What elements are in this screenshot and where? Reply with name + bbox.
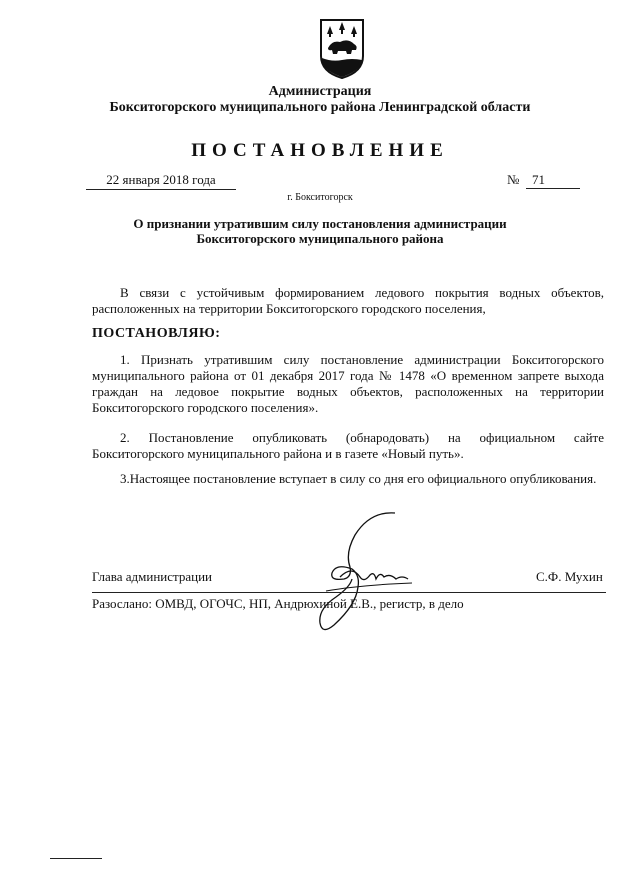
document-city: г. Бокситогорск xyxy=(287,192,353,203)
handwritten-signature-icon xyxy=(300,505,420,640)
decree-item: 1. Признать утратившим силу постановление администрации Бокситогорского муниципального района от 01 декабря 2017 года № 1478 «О временном запрете выхода граждан на ледовое покрытие водных объектов, расположенных на территории Бокситогорского городского поселения». xyxy=(92,352,604,415)
subject-line-2: Бокситогорского муниципального района xyxy=(196,231,444,246)
organization-district: Бокситогорского муниципального района Ленинградской области xyxy=(109,100,531,115)
document-type-title: ПОСТАНОВЛЕНИЕ xyxy=(191,140,449,161)
number-label: № xyxy=(507,172,520,187)
footnote-divider xyxy=(50,858,102,859)
decree-item: 2. Постановление опубликовать (обнародовать) на официальном сайте Бокситогорского муниципального района и в газете «Новый путь». xyxy=(92,430,604,461)
document-date: 22 января 2018 года xyxy=(86,172,236,190)
coat-of-arms-icon xyxy=(318,18,366,80)
distribution-list: Разослано: ОМВД, ОГОЧС, НП, Андрюхиной Е.В., регистр, в дело xyxy=(92,596,464,611)
signatory-title: Глава администрации xyxy=(92,569,213,584)
decree-label: ПОСТАНОВЛЯЮ: xyxy=(92,326,221,341)
decree-item: 3.Настоящее постановление вступает в силу со дня его официального опубликования. xyxy=(120,471,597,486)
document-number: 71 xyxy=(526,172,580,189)
organization-name: Администрация xyxy=(268,84,372,99)
intro-paragraph: В связи с устойчивым формированием ледового покрытия водных объектов, расположенных на территории Бокситогорского городского поселения, xyxy=(92,285,604,316)
distribution-divider xyxy=(92,592,606,593)
subject-line-1: О признании утратившим силу постановления администрации xyxy=(133,216,507,231)
signatory-name: С.Ф. Мухин xyxy=(536,569,603,584)
